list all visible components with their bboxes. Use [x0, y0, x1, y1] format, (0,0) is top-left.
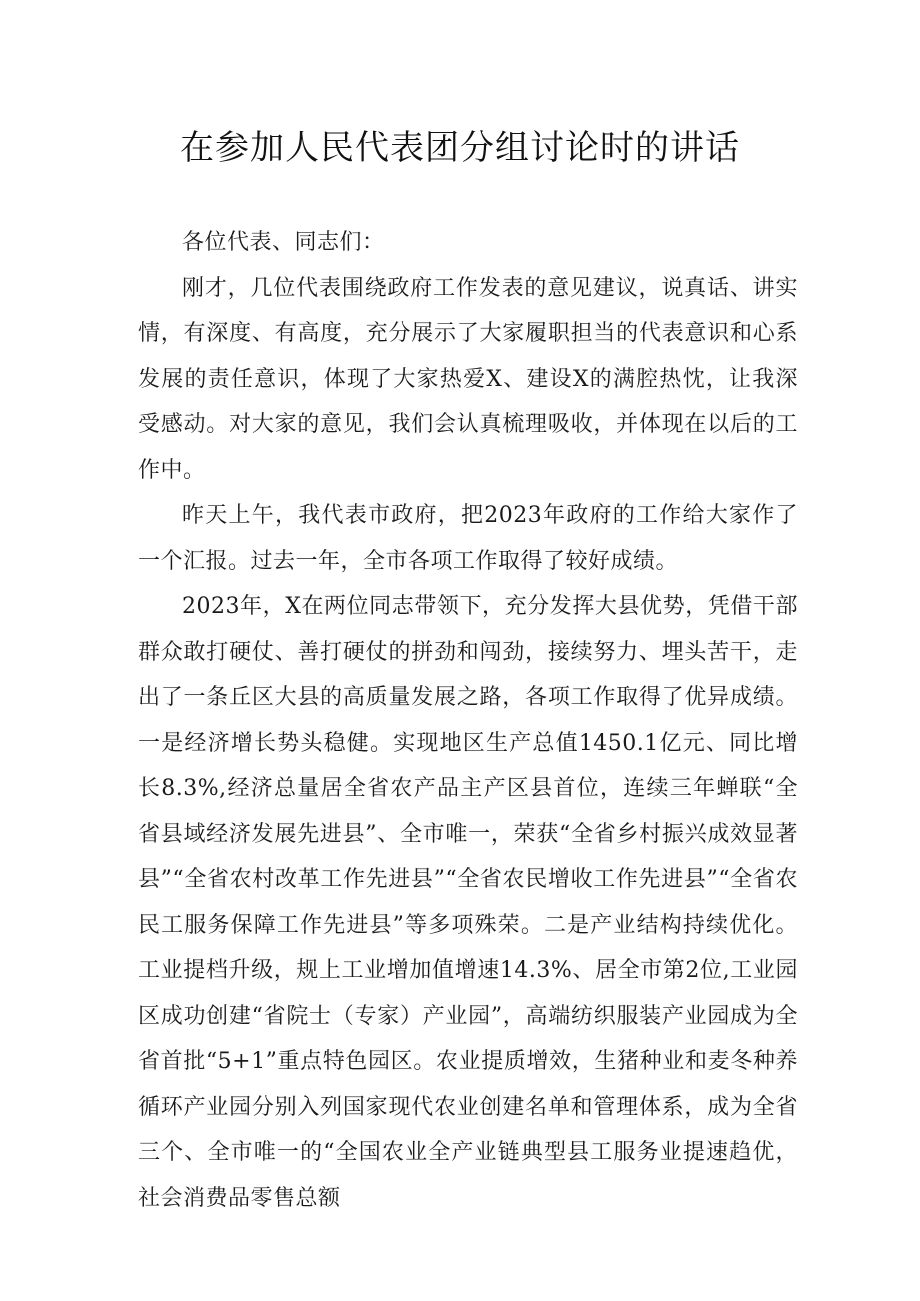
- body-paragraph: 2023年，X在两位同志带领下，充分发挥大县优势，凭借干部群众敢打硬仗、善打硬仗的拼劲和闯劲，接续努力、埋头苦干，走出了一条丘区大县的高质量发展之路，各项工作取得了优异成绩。一是经济增长势头稳健。实现地区生产总值1450.1亿元、同比增长8.3%,经济总量居全省农产品主产区县首位，连续三年蝉联“全省县域经济发展先进县”、全市唯一，荣获“全省乡村振兴成效显著县”“全省农村改革工作先进县”“全省农民增收工作先进县”“全省农民工服务保障工作先进县”等多项殊荣。二是产业结构持续优化。工业提档升级，规上工业增加值增速14.3%、居全市第2位,工业园区成功创建“省院士（专家）产业园”，高端纺织服装产业园成为全省首批“5+1”重点特色园区。农业提质增效，生猪种业和麦冬种养循环产业园分别入列国家现代农业创建名单和管理体系，成为全省三个、全市唯一的“全国农业全产业链典型县工服务业提速趋优，社会消费品零售总额: [138, 594, 798, 1211]
- document-body: [138, 220, 798, 1221]
- document-title: 在参加人民代表团分组讨论时的讲话: [180, 128, 740, 168]
- body-paragraph: 刚才，几位代表围绕政府工作发表的意见建议，说真话、讲实情，有深度、有高度，充分展示了大家履职担当的代表意识和心系发展的责任意识，体现了大家热爱X、建设X的满腔热忱，让我深受感动。对大家的意见，我们会认真梳理吸收，并体现在以后的工作中。: [138, 275, 798, 483]
- body-paragraph: 昨天上午，我代表市政府，把2023年政府的工作给大家作了一个汇报。过去一年，全市各项工作取得了较好成绩。: [138, 503, 798, 574]
- salutation-paragraph: 各位代表、同志们：: [182, 230, 385, 255]
